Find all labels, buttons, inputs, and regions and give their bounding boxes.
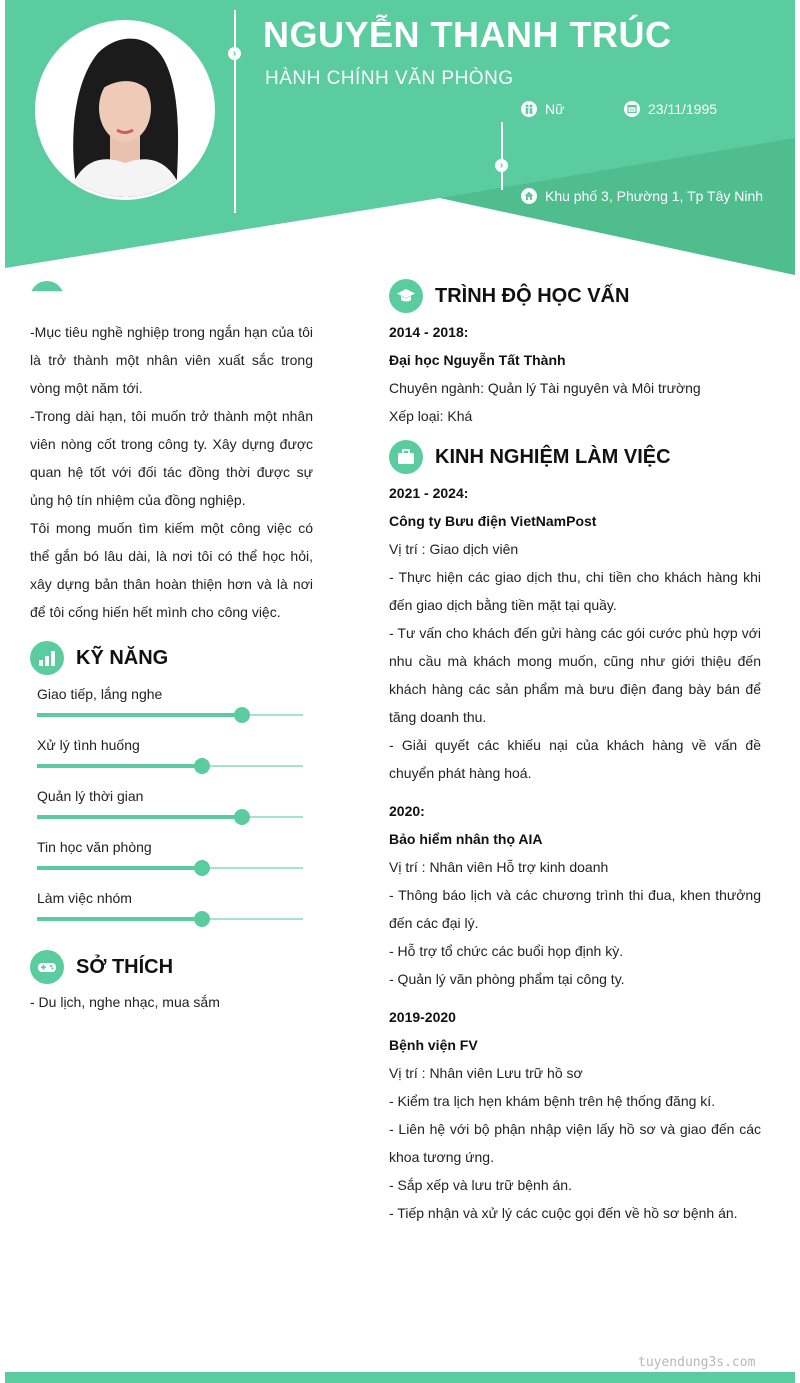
job-company: Bảo hiểm nhân thọ AIA [389, 831, 543, 847]
briefcase-icon [389, 440, 423, 474]
address-info [521, 188, 763, 204]
job-duty: - Giải quyết các khiếu nại của khách hàng về vấn đề chuyển phát hàng hoá. [389, 737, 761, 781]
skill-fill [37, 713, 242, 717]
chevron-right-icon: › [228, 47, 241, 60]
skill-level-bar [37, 816, 303, 818]
job-entry [389, 479, 761, 787]
skills-title: KỸ NĂNG [76, 646, 169, 669]
bar-chart-icon [30, 641, 64, 675]
job-period: 2019-2020 [389, 1009, 456, 1025]
objective-heading [30, 281, 64, 315]
skill-label: Làm việc nhóm [37, 890, 132, 906]
candidate-name: NGUYỄN THANH TRÚC [263, 14, 672, 55]
skill-item [37, 839, 303, 869]
education-section [389, 318, 761, 430]
skill-level-bar [37, 765, 303, 767]
skill-fill [37, 815, 242, 819]
skill-item [37, 788, 303, 818]
experience-heading [389, 440, 671, 474]
hobbies-title: SỞ THÍCH [76, 955, 174, 978]
birthdate-value: 23/11/1995 [648, 101, 718, 117]
job-position: Vị trí : Nhân viên Hỗ trợ kinh doanh [389, 859, 609, 875]
hobbies-heading [30, 950, 173, 984]
job-duty: - Tư vấn cho khách đến gửi hàng các gói cước phù hợp với nhu cầu mà khách mong muốn, cũng như giới thiệu đến khách hàng các sản phẩm mà bưu điện đang bày bán để tăng doanh thu. [389, 625, 761, 725]
watermark: tuyendung3s.com [638, 1355, 756, 1370]
job-entry [389, 797, 761, 993]
experience-section [389, 479, 761, 1227]
skill-label: Quản lý thời gian [37, 788, 144, 804]
job-position: Vị trí : Giao dịch viên [389, 541, 519, 557]
skill-fill [37, 764, 202, 768]
objective-paragraph: Tôi mong muốn tìm kiếm một công việc có thể gắn bó lâu dài, là nơi tôi có thể học hỏi, xây dựng bản thân hoàn thiện hơn và là nơi để tôi cống hiến hết mình cho công việc. [30, 520, 313, 620]
job-duty: - Thông báo lịch và các chương trình thi đua, khen thưởng đến các đại lý. [389, 887, 761, 931]
skill-knob [194, 860, 210, 876]
birthdate-info [624, 101, 717, 117]
skill-label: Giao tiếp, lắng nghe [37, 686, 163, 702]
footer-bar [5, 1372, 795, 1383]
gender-info [521, 101, 564, 117]
calendar-icon [624, 101, 640, 117]
experience-title: KINH NGHIỆM LÀM VIỆC [435, 445, 671, 468]
education-school: Đại học Nguyễn Tất Thành [389, 352, 566, 368]
home-icon [521, 188, 537, 204]
address-value: Khu phố 3, Phường 1, Tp Tây Ninh [545, 188, 764, 204]
skill-knob [194, 911, 210, 927]
skill-label: Xử lý tình huống [37, 737, 140, 753]
job-company: Công ty Bưu điện VietNamPost [389, 513, 597, 529]
job-position: Vị trí : Nhân viên Lưu trữ hồ sơ [389, 1065, 583, 1081]
info-divider-line [501, 122, 503, 190]
job-duty: - Tiếp nhận và xử lý các cuộc gọi đến về hồ sơ bệnh án. [389, 1205, 738, 1221]
job-duty: - Quản lý văn phòng phẩm tại công ty. [389, 971, 625, 987]
job-entry [389, 1003, 761, 1227]
skill-level-bar [37, 714, 303, 716]
skill-fill [37, 866, 202, 870]
education-heading [389, 279, 629, 313]
job-duty: - Kiểm tra lịch hẹn khám bệnh trên hệ thống đăng kí. [389, 1093, 716, 1109]
skill-level-bar [37, 918, 303, 920]
job-period: 2021 - 2024: [389, 485, 469, 501]
education-grade: Xếp loại: Khá [389, 408, 473, 424]
skill-item [37, 686, 303, 716]
objective-paragraph: -Mục tiêu nghề nghiệp trong ngắn hạn của tôi là trở thành một nhân viên xuất sắc trong vòng một năm tới. [30, 324, 313, 396]
skill-knob [234, 809, 250, 825]
target-icon [30, 281, 64, 315]
job-duty: - Liên hệ với bộ phận nhập viện lấy hồ sơ và giao đến các khoa tương ứng. [389, 1121, 761, 1165]
chevron-right-icon: › [495, 159, 508, 172]
skill-knob [234, 707, 250, 723]
gender-value: Nữ [545, 101, 565, 117]
skill-fill [37, 917, 202, 921]
education-title: TRÌNH ĐỘ HỌC VẤN [435, 284, 630, 307]
job-duty: - Thực hiện các giao dịch thu, chi tiền cho khách hàng khi đến giao dịch bằng tiền mặt tại quầy. [389, 569, 761, 613]
job-duty: - Sắp xếp và lưu trữ bệnh án. [389, 1177, 572, 1193]
job-company: Bệnh viện FV [389, 1037, 478, 1053]
header-divider-line [234, 10, 236, 213]
objective-section [30, 318, 313, 626]
candidate-role: HÀNH CHÍNH VĂN PHÒNG [265, 68, 514, 89]
education-period: 2014 - 2018: [389, 324, 469, 340]
avatar [35, 20, 215, 200]
hobbies-text: - Du lịch, nghe nhạc, mua sắm [30, 994, 220, 1010]
skill-item [37, 890, 303, 920]
skill-knob [194, 758, 210, 774]
skill-item [37, 737, 303, 767]
graduation-cap-icon [389, 279, 423, 313]
skill-level-bar [37, 867, 303, 869]
skills-heading [30, 641, 168, 675]
gender-icon [521, 101, 537, 117]
gamepad-icon [30, 950, 64, 984]
education-major: Chuyên ngành: Quản lý Tài nguyên và Môi trường [389, 380, 701, 396]
job-duty: - Hỗ trợ tổ chức các buổi họp định kỳ. [389, 943, 624, 959]
objective-paragraph: -Trong dài hạn, tôi muốn trở thành một nhân viên nòng cốt trong công ty. Xây dựng được quan hệ tốt với đối tác đồng thời được sự ủng hộ tín nhiệm của đồng nghiệp. [30, 408, 313, 508]
skill-label: Tin học văn phòng [37, 839, 152, 855]
job-period: 2020: [389, 803, 425, 819]
